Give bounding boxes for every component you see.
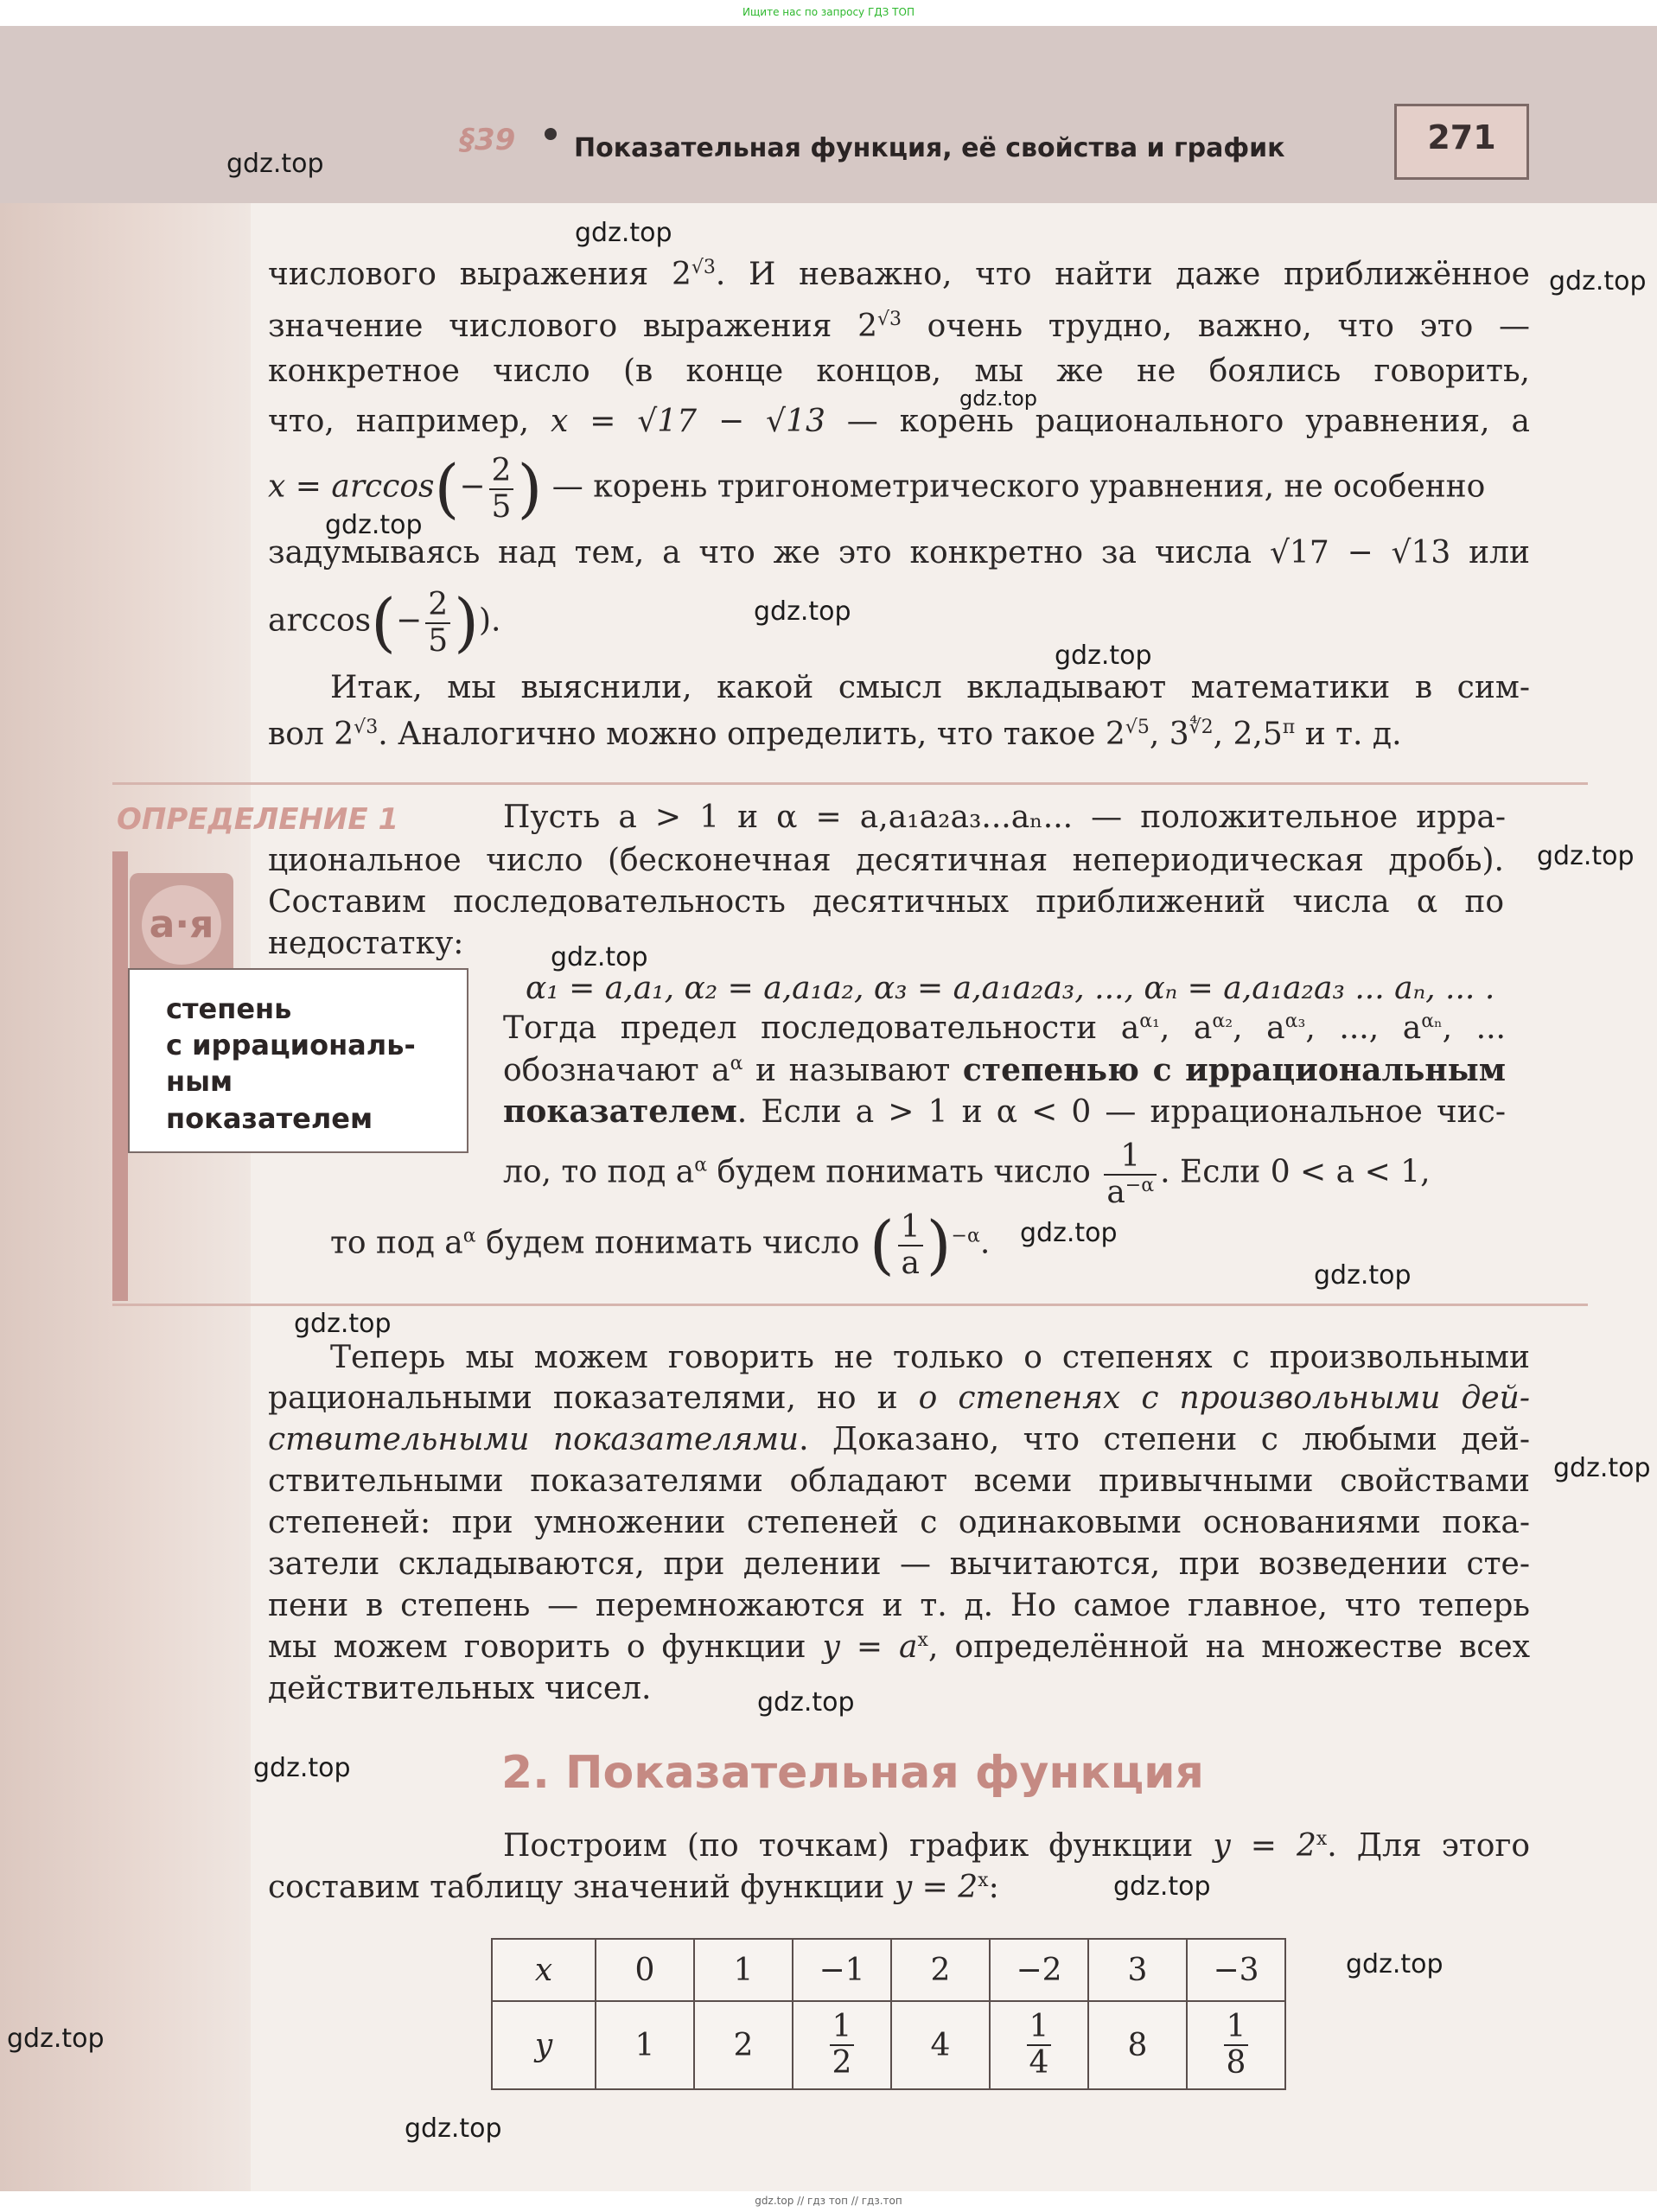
para1-line6: задумываясь над тем, а что же это конкретно за числа √17 − √13 или: [268, 535, 1531, 571]
table-cell-x: −1: [793, 1939, 891, 2001]
table-cell-x: 1: [694, 1939, 793, 2001]
alphabet-icon-text: а·я: [142, 885, 221, 965]
table-header-y: y: [492, 2001, 596, 2089]
watermark: gdz.top: [294, 1309, 392, 1339]
bottom-banner: [0, 2191, 1657, 2212]
table-row: [492, 1939, 1285, 2001]
table-cell-x: −2: [990, 1939, 1088, 2001]
para2-line1: Итак, мы выяснили, какой смысл вкладывают математики в сим-: [330, 670, 1530, 705]
watermark: gdz.top: [551, 942, 648, 972]
watermark: gdz.top: [1346, 1949, 1444, 1979]
table-cell-x: 2: [891, 1939, 990, 2001]
section-number: §39: [460, 123, 516, 157]
page-number: 271: [1427, 118, 1496, 156]
term-box: [128, 968, 468, 1153]
para3-line1: Теперь мы можем говорить не только о степенях с произвольными: [330, 1340, 1530, 1375]
section2-line2: составим таблицу значений функции $y = 2^x$:: [268, 1870, 999, 1905]
watermark: gdz.top: [405, 2113, 502, 2144]
table-cell-y: 2: [694, 2001, 793, 2089]
watermark: gdz.top: [1055, 641, 1152, 671]
watermark: gdz.top: [253, 1753, 351, 1783]
bottom-banner-text: gdz.top // гдз топ // гдз.топ: [755, 2195, 902, 2207]
section-title: Показательная функция, её свойства и график: [574, 133, 1285, 163]
para1-line7: arccos(− $\frac{2}{5}$ )).: [268, 585, 501, 660]
table-cell-y: $\frac{1}{4}$: [990, 2001, 1088, 2089]
watermark: gdz.top: [226, 149, 324, 179]
para3-line4: ствительными показателями обладают всеми привычными свойствами: [268, 1463, 1530, 1499]
table-row: [492, 2001, 1285, 2089]
watermark: gdz.top: [757, 1687, 855, 1718]
watermark: gdz.top: [754, 596, 851, 627]
def-line5: α₁ = a,a₁, α₂ = a,a₁a₂, α₃ = a,a₁a₂a₃, ..., αₙ = a,a₁a₂a₃ ... aₙ, ... .: [526, 971, 1495, 1006]
watermark: gdz.top: [1537, 841, 1635, 871]
watermark: gdz.top: [575, 218, 672, 248]
def-line2: циональное число (бесконечная десятичная непериодическая дробь).: [268, 843, 1504, 878]
table-cell-x: −3: [1187, 1939, 1285, 2001]
def-line7: обозначают $a^\alpha$ и называют степенью с иррациональным: [503, 1052, 1507, 1088]
def-line10: то под $a^\alpha$ будем понимать число ( $\frac{1}{a}$ )$^{-\alpha}$.: [330, 1208, 991, 1283]
para3-line8: мы можем говорить о функции $y = a^x$, определённой на множестве всех: [268, 1629, 1531, 1665]
para3-line9: действительных чисел.: [268, 1671, 652, 1706]
para1-line1: числового выражения $2^{√3}$. И неважно, что найти даже приближённое: [268, 257, 1530, 292]
watermark: gdz.top: [1549, 266, 1647, 296]
watermark: gdz.top: [959, 386, 1038, 411]
top-banner-text: Ищите нас по запросу ГДЗ ТОП: [742, 6, 915, 18]
def-line3: Составим последовательность десятичных приближений числа α по: [268, 884, 1504, 920]
section2-heading: 2. Показательная функция: [501, 1747, 1204, 1799]
definition-label: ОПРЕДЕЛЕНИЕ 1: [117, 802, 399, 837]
section2-line1: Построим (по точкам) график функции $y = 2^x$. Для этого: [503, 1828, 1531, 1864]
table-cell-y: $\frac{1}{8}$: [1187, 2001, 1285, 2089]
table-cell-y: 8: [1088, 2001, 1187, 2089]
table-cell-x: 3: [1088, 1939, 1187, 2001]
watermark: gdz.top: [7, 2024, 105, 2054]
table-cell-y: 4: [891, 2001, 990, 2089]
bullet-icon: [545, 128, 557, 140]
para3-line2: рациональными показателями, но и о степенях с произвольными дей-: [268, 1380, 1530, 1416]
def-line8: показателем. Если a > 1 и α < 0 — иррациональное чис-: [503, 1093, 1506, 1130]
watermark: gdz.top: [1314, 1260, 1412, 1291]
watermark: gdz.top: [1020, 1218, 1118, 1248]
top-banner: [0, 0, 1657, 26]
def-line4: недостатку:: [268, 926, 464, 961]
watermark: gdz.top: [1113, 1871, 1211, 1902]
para1-line5: x = arccos(− $\frac{2}{5}$ ) — корень тригонометрического уравнения, не особенно: [268, 451, 1486, 526]
watermark: gdz.top: [1553, 1453, 1651, 1483]
para3-line5: степеней: при умножении степеней с одинаковыми основаниями пока-: [268, 1505, 1530, 1540]
table-cell-y: 1: [596, 2001, 694, 2089]
page-number-box: [1394, 104, 1529, 180]
definition-frame-bar: [112, 851, 128, 1301]
para1-line4: что, например, x = √17 − √13 — корень рационального уравнения, а: [268, 404, 1530, 439]
def-line9: ло, то под $a^\alpha$ будем понимать число $\frac{1}{a^{-\alpha}}$ . Если 0 < a < 1,: [503, 1138, 1431, 1210]
def-line1: Пусть a > 1 и α = a,a₁a₂a₃...aₙ... — положительное ирра-: [503, 800, 1506, 835]
term-text: степень с иррациональ- ным показателем: [166, 992, 416, 1135]
para3-line3: ствительными показателями. Доказано, что степени с любыми дей-: [268, 1422, 1530, 1457]
watermark: gdz.top: [325, 510, 423, 540]
para3-line7: пени в степень — перемножаются и т. д. Но самое главное, что теперь: [268, 1588, 1530, 1623]
table-cell-y: $\frac{1}{2}$: [793, 2001, 891, 2089]
alphabet-icon: [130, 873, 233, 977]
table-header-x: x: [492, 1939, 596, 2001]
para1-line3: конкретное число (в конце концов, мы же не боялись говорить,: [268, 354, 1530, 389]
values-table: [491, 1938, 1286, 2090]
table-cell-x: 0: [596, 1939, 694, 2001]
para2-line2: вол $2^{√3}$. Аналогично можно определить, что такое $2^{√5}$, $3^{∜2}$, $2,5^\pi$ и т. д.: [268, 717, 1402, 752]
para1-line2: значение числового выражения $2^{√3}$ очень трудно, важно, что это —: [268, 309, 1531, 344]
para3-line6: затели складываются, при делении — вычитаются, при возведении сте-: [268, 1546, 1530, 1582]
def-line6: Тогда предел последовательности $a^{\alpha_1}$, $a^{\alpha_2}$, $a^{\alpha_3}$, ..., $a^{\alpha_n}$, ...: [503, 1010, 1506, 1046]
